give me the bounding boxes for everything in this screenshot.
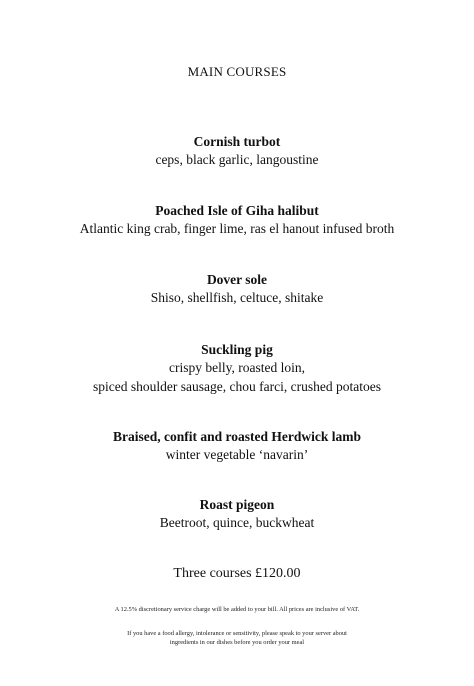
dish-description: Beetroot, quince, buckwheat [159,515,315,530]
dish-name: Suckling pig [201,342,273,357]
dish-herdwick-lamb [0,428,474,464]
dish-description: ceps, black garlic, langoustine [155,152,319,167]
dish-name: Roast pigeon [199,497,275,512]
set-menu-price: Three courses £120.00 [173,566,301,581]
allergy-note-line: ingredients in our dishes before you order your meal [169,639,305,646]
menu-heading: MAIN COURSES [187,64,287,79]
dish-description: Atlantic king crab, finger lime, ras el hanout infused broth [79,221,395,236]
dish-description: winter vegetable ‘navarin’ [165,447,309,462]
service-charge-note: A 12.5% discretionary service charge will be added to your bill. All prices are inclusive of VAT. [114,606,360,613]
dish-suckling-pig [0,341,474,396]
allergy-note-line: If you have a food allergy, intolerance or sensitivity, please speak to your server about [127,630,347,637]
dish-cornish-turbot [0,133,474,169]
dish-description: Shiso, shellfish, celtuce, shitake [150,290,324,305]
dish-name: Braised, confit and roasted Herdwick lamb [112,429,361,444]
dish-dover-sole [0,271,474,307]
dish-roast-pigeon [0,496,474,532]
dish-name: Cornish turbot [193,134,281,149]
allergy-note [0,629,474,647]
dish-name: Poached Isle of Giha halibut [155,203,319,218]
dish-name: Dover sole [206,272,268,287]
dish-description: crispy belly, roasted loin, [169,360,305,375]
dish-halibut [0,202,474,238]
dish-description: spiced shoulder sausage, chou farci, crushed potatoes [93,379,381,394]
